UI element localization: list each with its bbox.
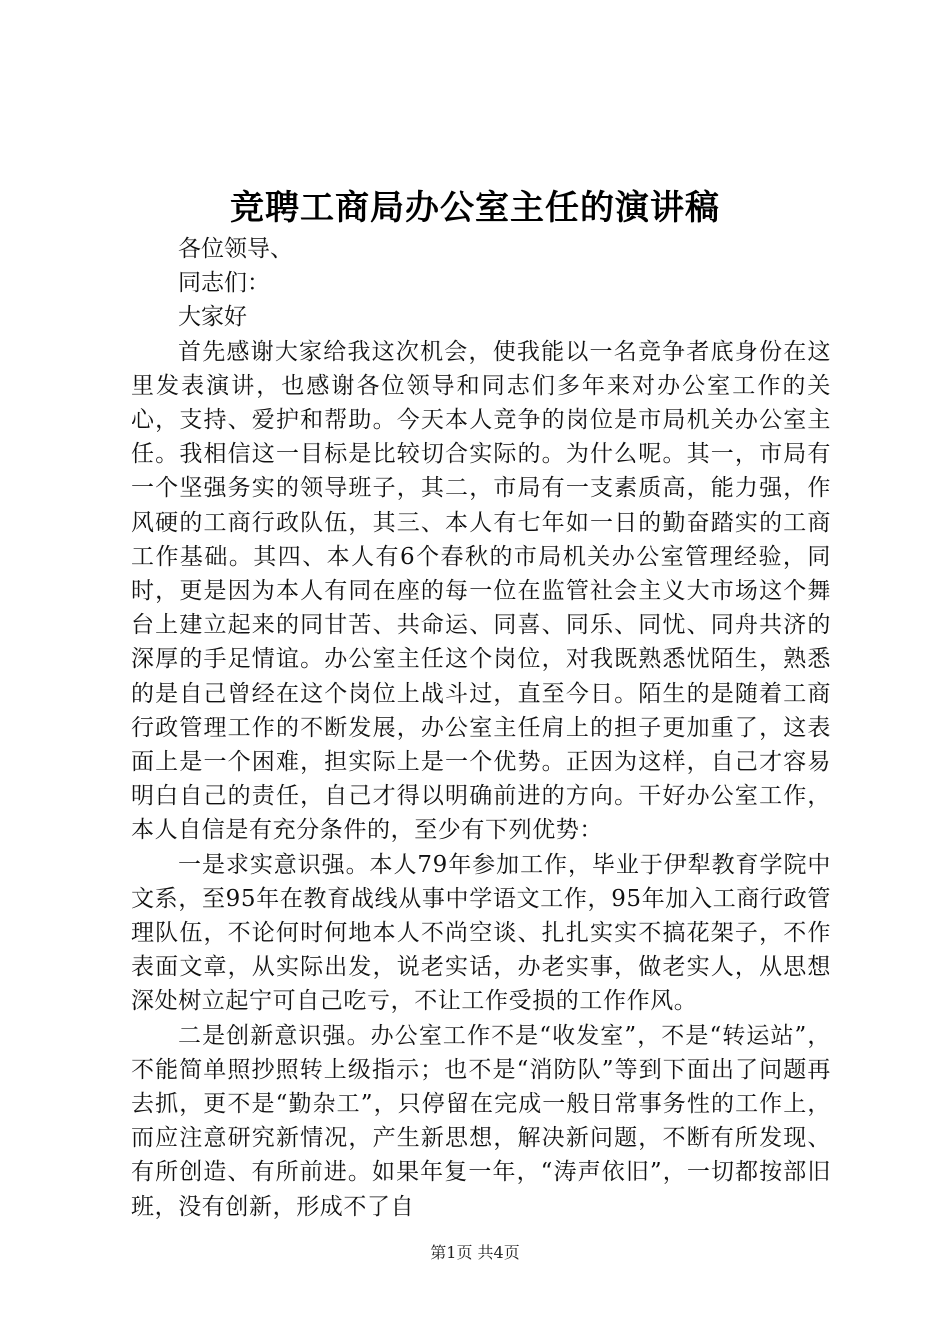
page-footer: 第1页 共4页 [430, 1243, 520, 1262]
paragraph-intro: 首先感谢大家给我这次机会，使我能以一名竞争者底身份在这里发表演讲，也感谢各位领导和同志们多年来对办公室工作的关心，支持、爱护和帮助。今天本人竞争的岗位是市局机关办公室主任。我相信这一目标是比较切合实际的。为什么呢。其一，市局有一个坚强务实的领导班子，其二，市局有一支素质高，能力强，作风硬的工商行政队伍，其三、本人有七年如一日的勤奋踏实的工商工作基础。其四、本人有6个春秋的市局机关办公室管理经验，同时，更是因为本人有同在座的每一位在监管社会主义大市场这个舞台上建立起来的同甘苦、共命运、同喜、同乐、同忧、同舟共济的深厚的手足情谊。办公室主任这个岗位，对我既熟悉忧陌生，熟悉的是自己曾经在这个岗位上战斗过，直至今日。陌生的是随着工商行政管理工作的不断发展，办公室主任肩上的担子更加重了，这表面上是一个困难，担实际上是一个优势。正因为这样，自己才容易明白自己的责任，自己才得以明确前进的方向。干好办公室工作，本人自信是有充分条件的，至少有下列优势： [131, 338, 831, 844]
salutation-leaders: 各位领导、 [178, 236, 293, 262]
document-title: 竞聘工商局办公室主任的演讲稿 [230, 188, 720, 228]
salutation-greeting: 大家好 [178, 304, 247, 331]
document-body [131, 232, 831, 1224]
paragraph-strength-one: 一是求实意识强。本人79年参加工作，毕业于伊犁教育学院中文系，至95年在教育战线从事中学语文工作，95年加入工商行政管理队伍，不论何时何地本人不尚空谈、扎扎实实不搞花架子，不作表面文章，从实际出发，说老实话，办老实事，做老实人，从思想深处树立起宁可自己吃亏，不让工作受损的工作作风。 [131, 851, 831, 1015]
salutation-comrades: 同志们： [178, 270, 270, 297]
paragraph-strength-two: 二是创新意识强。办公室工作不是“收发室”，不是“转运站”，不能简单照抄照转上级指示；也不是“消防队”等到下面出了问题再去抓，更不是“勤杂工”，只停留在完成一般日常事务性的工作上，而应注意研究新情况，产生新思想，解决新问题，不断有所发现、有所创造、有所前进。如果年复一年，“涛声依旧”，一切都按部旧班，没有创新，形成不了自 [131, 1022, 831, 1220]
